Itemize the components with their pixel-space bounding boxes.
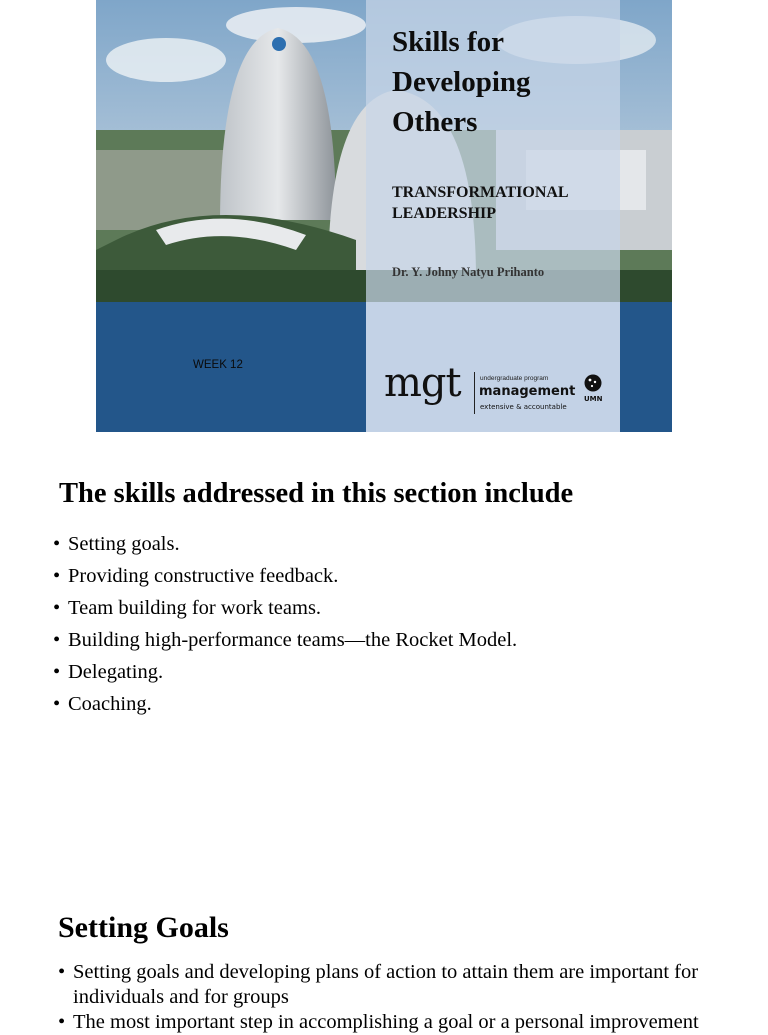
list-item-text: Delegating. bbox=[68, 661, 164, 683]
list-item-text: Setting goals and developing plans of action to attain them are important for individuals and for groups bbox=[73, 961, 699, 1008]
list-item-text: Building high-performance teams—the Rocket Model. bbox=[68, 629, 518, 651]
logo-divider bbox=[474, 372, 475, 414]
bullet-icon: • bbox=[53, 661, 61, 683]
list-item bbox=[53, 656, 517, 688]
bullet-icon: • bbox=[58, 1011, 66, 1033]
list-item bbox=[53, 688, 517, 720]
skills-heading: The skills addressed in this section include bbox=[59, 478, 574, 509]
list-item bbox=[58, 960, 748, 1010]
logo-umn-text: UMN bbox=[584, 395, 603, 403]
week-label: WEEK 12 bbox=[193, 359, 243, 371]
slide-title-line: Developing bbox=[392, 66, 531, 98]
bullet-icon: • bbox=[53, 597, 61, 619]
bullet-icon: • bbox=[53, 629, 61, 651]
slide-subtitle-line: LEADERSHIP bbox=[392, 205, 497, 222]
slide-title-line: Others bbox=[392, 106, 478, 138]
bullet-icon: • bbox=[53, 565, 61, 587]
list-item-text: Setting goals. bbox=[68, 533, 180, 555]
title-slide bbox=[96, 0, 672, 432]
list-item-text: Team building for work teams. bbox=[68, 597, 322, 619]
slide-title bbox=[392, 22, 612, 142]
list-item bbox=[53, 528, 517, 560]
slide-subtitle-line: TRANSFORMATIONAL bbox=[392, 184, 569, 201]
list-item bbox=[53, 592, 517, 624]
logo-program-text: undergraduate program bbox=[480, 375, 549, 382]
bullet-icon: • bbox=[53, 533, 61, 555]
logo-tagline-text: extensive & accountable bbox=[480, 403, 567, 411]
list-item bbox=[53, 624, 517, 656]
bullet-icon: • bbox=[58, 961, 66, 983]
list-item-text: Coaching. bbox=[68, 693, 152, 715]
list-item-text: The most important step in accomplishing a goal or a personal improvement bbox=[73, 1011, 699, 1033]
author-name: Dr. Y. Johny Natyu Prihanto bbox=[392, 265, 545, 279]
list-item-text: Providing constructive feedback. bbox=[68, 565, 339, 587]
umn-emblem-icon bbox=[582, 374, 604, 414]
logo-mgt-text: mgt bbox=[384, 360, 461, 406]
setting-goals-heading: Setting Goals bbox=[58, 911, 229, 944]
logo-management-text: management bbox=[479, 384, 576, 399]
mgt-management-logo bbox=[384, 360, 614, 418]
list-item bbox=[58, 1010, 748, 1035]
skills-list bbox=[53, 528, 517, 720]
bullet-icon: • bbox=[53, 693, 61, 715]
slide-title-line: Skills for bbox=[392, 26, 504, 58]
list-item bbox=[53, 560, 517, 592]
slide-subtitle bbox=[392, 182, 612, 224]
